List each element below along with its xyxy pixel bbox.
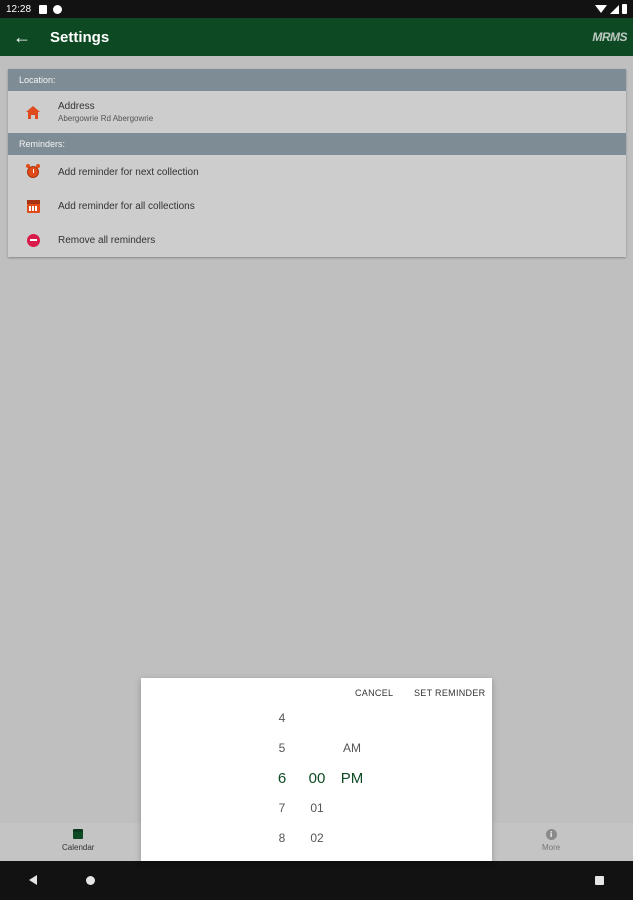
hour-option[interactable]: 5 [278, 741, 286, 755]
home-icon [26, 106, 40, 119]
app-logo: MRMS [592, 30, 627, 44]
hour-selected[interactable]: 6 [277, 770, 287, 787]
period-option[interactable]: AM [343, 741, 361, 755]
nav-more[interactable] [542, 829, 560, 852]
notification-icon [39, 5, 47, 14]
nav-calendar[interactable] [62, 829, 94, 852]
battery-icon [622, 4, 627, 14]
add-all-reminders-row[interactable] [8, 189, 626, 223]
wifi-icon [595, 5, 607, 13]
cancel-button[interactable]: CANCEL [355, 688, 394, 698]
calendar-nav-icon [73, 829, 83, 839]
back-arrow-icon[interactable]: ← [13, 26, 31, 47]
app-bar [0, 18, 633, 56]
remove-all-reminders-row[interactable] [8, 223, 626, 257]
address-title: Address [58, 101, 95, 112]
reminders-section-header: Reminders: [8, 133, 626, 155]
add-all-reminders-label: Add reminder for all collections [58, 200, 195, 212]
signal-icon [610, 5, 619, 14]
nav-more-label: More [542, 843, 561, 852]
alarm-clock-icon [27, 166, 39, 178]
minute-option[interactable]: 02 [310, 831, 324, 845]
remove-circle-icon [27, 234, 40, 247]
system-back-icon[interactable] [29, 875, 37, 885]
notification-icon [53, 5, 62, 14]
status-time: 12:28 [6, 3, 32, 15]
address-value: Abergowrie Rd Abergowrie [58, 114, 154, 123]
info-icon: i [546, 829, 557, 840]
minute-option[interactable]: 01 [310, 801, 324, 815]
hour-option[interactable]: 7 [278, 801, 286, 815]
address-row[interactable] [8, 91, 626, 133]
calendar-icon [27, 200, 40, 213]
remove-all-reminders-label: Remove all reminders [58, 234, 156, 246]
set-reminder-button[interactable]: SET REMINDER [414, 688, 486, 698]
minute-selected[interactable]: 00 [308, 770, 326, 787]
add-next-reminder-row[interactable] [8, 155, 626, 189]
hour-option[interactable]: 4 [278, 711, 286, 725]
time-picker-dialog [141, 678, 492, 861]
nav-calendar-label: Calendar [62, 843, 95, 852]
period-selected[interactable]: PM [340, 770, 364, 787]
location-section-header: Location: [8, 69, 626, 91]
page-title: Settings [50, 28, 110, 46]
system-recents-icon[interactable] [595, 876, 604, 885]
settings-card [8, 69, 626, 257]
status-bar [0, 0, 633, 18]
add-next-reminder-label: Add reminder for next collection [58, 166, 199, 178]
system-navigation-bar [0, 861, 633, 900]
system-home-icon[interactable] [86, 876, 95, 885]
hour-option[interactable]: 8 [278, 831, 286, 845]
